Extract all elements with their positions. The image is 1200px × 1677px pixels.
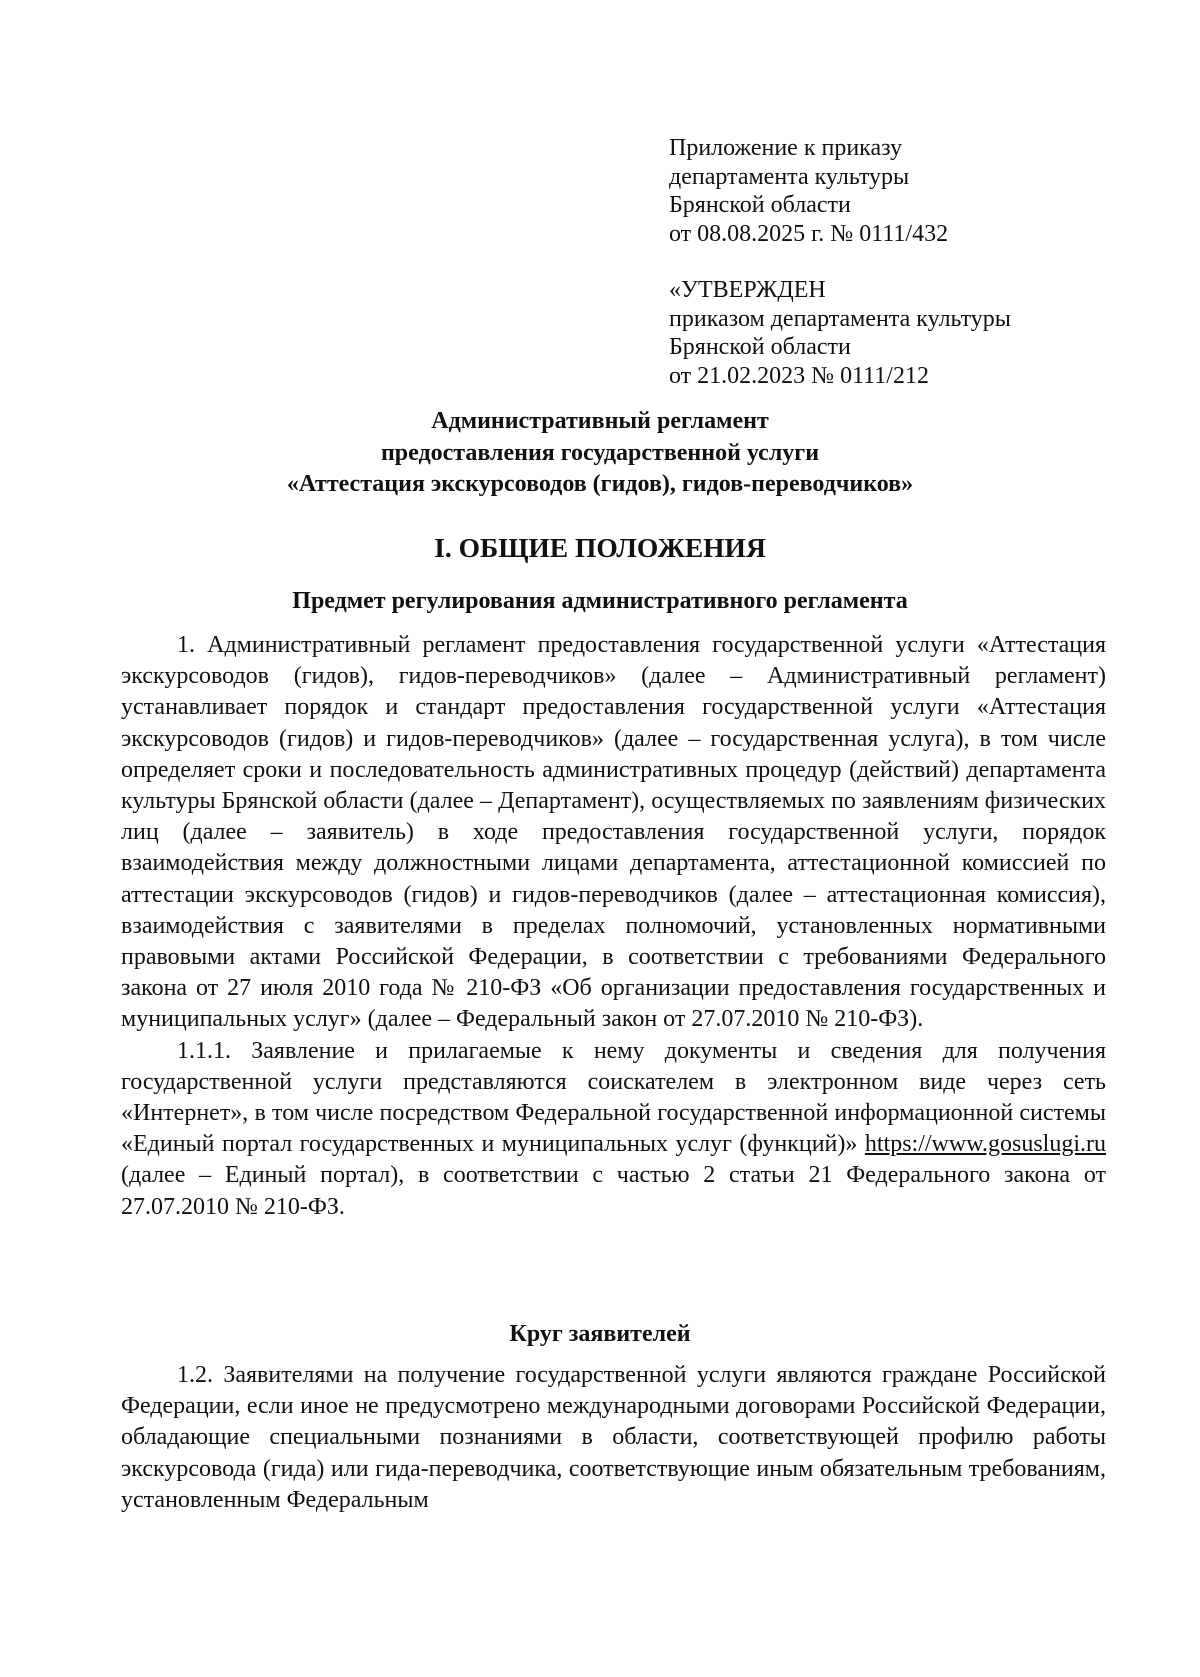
paragraph-block-applicants [121,1360,1106,1516]
annex-line: департамента культуры [669,163,910,190]
document-title [0,406,1200,501]
approval-line: Брянской области [669,334,851,360]
paragraph-text: (далее – Единый портал), в соответствии с частью 2 статьи 21 Федерального закона от 27.07.2010 № 210-ФЗ. [121,1162,1106,1220]
gosuslugi-link[interactable]: https://www.gosuslugi.ru [864,1131,1106,1158]
approval-line: «УТВЕРЖДЕН [669,277,826,303]
paragraph-1: 1. Административный регламент предоставления государственной услуги «Аттестация экскурсоводов (гидов), гидов-переводчиков» (далее – Административный регламент) устанавливает порядок и стандарт предоставления государственной услуги «Аттестация экскурсоводов (гидов) и гидов-переводчиков» (далее – государственная услуга), в том числе определяет сроки и последовательность административных процедур (действий) департамента культуры Брянской области (далее – Департамент), осуществляемых по заявлениям физических лиц (далее – заявитель) в ходе предоставления государственной услуги, порядок взаимодействия между должностными лицами департамента, аттестационной комиссией по аттестации экскурсоводов (гидов) и гидов-переводчиков (далее – аттестационная комиссия), взаимодействия с заявителями в пределах полномочий, установленных нормативными правовыми актами Российской Федерации, в соответствии с требованиями Федерального закона от 27 июля 2010 года № 210-ФЗ «Об организации предоставления государственных и муниципальных услуг» (далее – Федеральный закон от 27.07.2010 № 210-ФЗ). [121,632,1106,1033]
paragraph-1-2: 1.2. Заявителями на получение государственной услуги являются граждане Российской Федерации, если иное не предусмотрено международными договорами Российской Федерации, обладающие специальными познаниями в области, соответствующей профилю работы экскурсовода (гида) или гида-переводчика, соответствующие иным обязательным требованиям, установленным Федеральным [121,1362,1106,1513]
annex-line: Брянской области [669,192,851,218]
document-title-line: «Аттестация экскурсоводов (гидов), гидов-переводчиков» [286,471,914,497]
subsection-heading-applicants: Круг заявителей [509,1321,691,1347]
annex-line: от 08.08.2025 г. № 0111/432 [669,220,949,247]
section-heading: I. ОБЩИЕ ПОЛОЖЕНИЯ [434,532,766,563]
paragraph-1-1-1 [121,1036,1106,1223]
document-title-line: предоставления государственной услуги [380,439,820,466]
subsection-heading-subject: Предмет регулирования административного регламента [292,588,908,614]
annex-line: Приложение к приказу [669,135,903,161]
document-title-line: Административный регламент [431,408,769,434]
paragraph-block-general [121,630,1106,1223]
approval-line: от 21.02.2023 № 0111/212 [669,362,929,389]
approval-line: приказом департамента культуры [669,305,1011,332]
paragraph-text: 1.1.1. Заявление и прилагаемые к нему документы и сведения для получения государственной услуги представляются соискателем в электронном виде через сеть «Интернет», в том числе посредством Федеральной государственной информационной системы «Единый портал государственных и муниципальных услуг (функций)» [121,1037,1106,1158]
annex-header [669,134,948,248]
approval-header [669,276,1011,390]
